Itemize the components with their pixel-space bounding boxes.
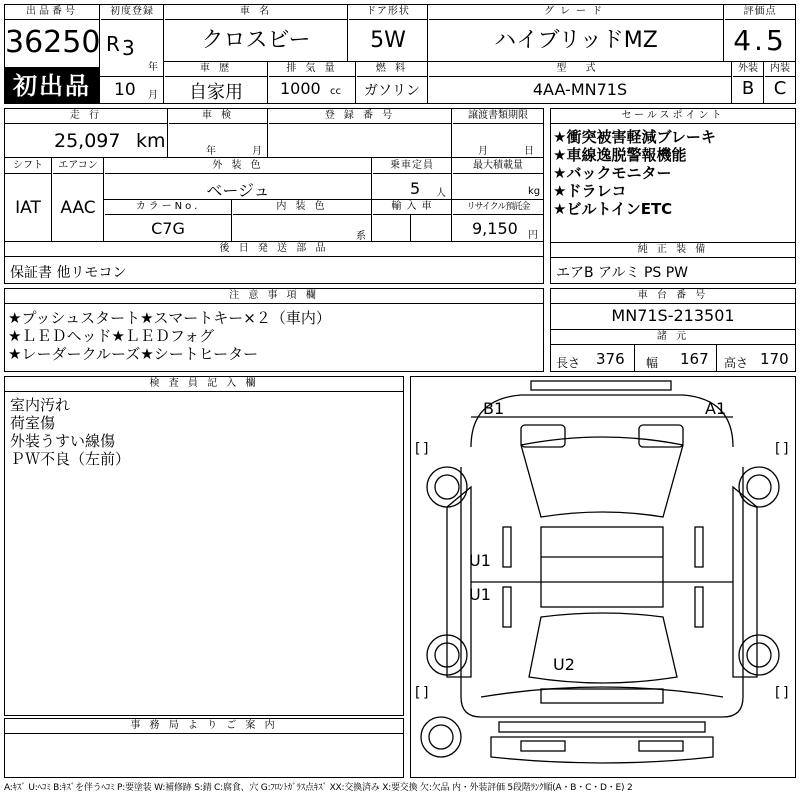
inspection-label: 車 検 xyxy=(169,109,267,124)
load-unit: kg xyxy=(528,186,541,197)
grade: ハイブリッドMZ xyxy=(494,28,658,53)
later-parts: 保証書 他リモコン xyxy=(10,265,127,281)
damage-mark-b1: B1 xyxy=(483,399,505,418)
office-label: 事 務 局 よ り ご 案 内 xyxy=(5,719,403,734)
load-label: 最大積載量 xyxy=(453,159,543,174)
int-grade: C xyxy=(773,78,787,99)
chassis-label: 車 台 番 号 xyxy=(551,289,795,304)
history: 自家用 xyxy=(189,82,243,103)
displacement: 1000 xyxy=(280,79,321,98)
sales-point-list xyxy=(553,128,716,218)
inspector-line: ＰＷ不良（左前） xyxy=(10,450,131,468)
reg-label: 初度登録 xyxy=(101,5,163,20)
ext-grade: B xyxy=(741,78,755,99)
note-line: ★レーダークルーズ★シートヒーター xyxy=(8,345,259,363)
sales-point-item: ★衝突被害軽減ブレーキ xyxy=(553,128,716,146)
sales-point-item: ★車線逸脱警報機能 xyxy=(553,146,687,164)
svg-text:]: ] xyxy=(783,441,789,457)
width: 167 xyxy=(680,350,709,368)
inspector-line: 荷室傷 xyxy=(10,414,56,432)
int-label: 内装 xyxy=(765,62,795,77)
chassis-number: MN71S-213501 xyxy=(611,306,735,325)
sales-point-label: セールスポイント xyxy=(551,109,795,124)
reg-era: R xyxy=(106,32,120,56)
mileage: 25,097 xyxy=(54,130,121,152)
height-label: 高さ xyxy=(724,356,749,370)
seats: 5 xyxy=(410,179,421,198)
int-color-suffix: 系 xyxy=(356,231,366,242)
inspection-month-unit: 月 xyxy=(252,146,262,157)
later-parts-label: 後 日 発 送 部 品 xyxy=(5,242,543,257)
first-listing-badge: 初出品 xyxy=(4,68,100,104)
fuel-label: 燃 料 xyxy=(357,62,427,77)
car-name: クロスビー xyxy=(201,28,311,53)
transfer-month-unit: 月 xyxy=(478,146,488,157)
ext-label: 外装 xyxy=(733,62,763,77)
legend-footer: A:ｷｽﾞ U:ﾍｺﾐ B:ｷｽﾞを伴うﾍｺﾐ P:要塗装 W:補修跡 S:錆 C:腐食、穴 G:ﾌﾛﾝﾄｶﾞﾗｽ点ｷｽﾞ XX:交換済み X:要交換 欠:欠品 内・外装評価 5段階ﾗﾝｸ順(A・B・C・D・E) 2 xyxy=(4,783,633,793)
svg-text:[: [ xyxy=(415,441,421,457)
fuel: ガソリン xyxy=(364,83,420,99)
lot-label: 出品番号 xyxy=(5,5,99,20)
recycle-unit: 円 xyxy=(528,230,538,241)
int-color-label: 内 装 色 xyxy=(233,200,371,215)
inspector-line: 外装うすい線傷 xyxy=(10,432,116,450)
ac: AAC xyxy=(60,198,96,218)
displacement-label: 排 気 量 xyxy=(269,62,355,77)
note-line: ★プッシュスタート★スマートキー×２（車内） xyxy=(8,309,331,327)
door-type: 5W xyxy=(370,28,406,53)
inspection-year-unit: 年 xyxy=(206,146,216,157)
transfer-day-unit: 日 xyxy=(524,146,534,157)
shift: IAT xyxy=(15,198,41,218)
width-label: 幅 xyxy=(646,356,659,370)
recycle-amount: 9,150 xyxy=(472,219,518,238)
grade-label: グレード xyxy=(429,5,723,20)
score: 4.5 xyxy=(733,24,787,57)
import-label: 輸 入 車 xyxy=(373,200,451,215)
note-line: ★ＬＥＤヘッド★ＬＥＤフォグ xyxy=(8,327,215,345)
reg-month: 10 xyxy=(114,80,136,100)
lot-number: 36250 xyxy=(5,25,101,60)
colorno-label: カラーNo. xyxy=(105,200,231,215)
svg-text:]: ] xyxy=(783,685,789,701)
recycle-label: リサイクル預託金 xyxy=(453,200,543,215)
reg-year: 3 xyxy=(122,36,135,60)
regno-label: 登 録 番 号 xyxy=(269,109,451,124)
length: 376 xyxy=(596,350,625,368)
genuine-equip: エアB アルミ PS PW xyxy=(556,265,689,281)
seats-label: 乗車定員 xyxy=(373,159,451,174)
km-unit: km xyxy=(136,130,166,152)
shift-label: シフト xyxy=(5,159,51,174)
mileage-label: 走 行 xyxy=(5,109,167,124)
reg-month-unit: 月 xyxy=(148,90,158,101)
svg-text:]: ] xyxy=(423,685,429,701)
sales-point-item: ★ビルトインETC xyxy=(553,200,673,218)
ext-color-label: 外 装 色 xyxy=(105,159,371,174)
transfer-label: 譲渡書類期限 xyxy=(453,109,543,124)
svg-text:]: ] xyxy=(423,441,429,457)
model-label: 型 式 xyxy=(429,62,731,77)
inspector-line: 室内汚れ xyxy=(10,396,71,414)
inspector-list xyxy=(10,396,130,468)
notes-label: 注 意 事 項 欄 xyxy=(5,289,543,304)
car-diagram xyxy=(410,376,796,778)
history-label: 車 歴 xyxy=(165,62,267,77)
door-label: ドア形状 xyxy=(349,5,427,20)
damage-mark-u1-rear: U1 xyxy=(469,585,491,604)
sales-point-item: ★ドラレコ xyxy=(553,182,627,200)
damage-mark-u2: U2 xyxy=(553,655,575,674)
height: 170 xyxy=(760,350,789,368)
damage-mark-u1-front: U1 xyxy=(469,551,491,570)
notes-list xyxy=(8,309,331,363)
svg-text:[: [ xyxy=(415,685,421,701)
inspector-label: 検 査 員 記 入 欄 xyxy=(5,377,403,392)
car-name-label: 車 名 xyxy=(165,5,347,20)
score-label: 評価点 xyxy=(725,5,795,20)
length-label: 長さ xyxy=(556,356,581,370)
svg-text:[: [ xyxy=(775,441,781,457)
sales-point-item: ★バックモニター xyxy=(553,164,672,182)
car-outline-svg xyxy=(411,377,795,777)
reg-year-unit: 年 xyxy=(148,62,158,73)
spec-label: 諸 元 xyxy=(551,330,795,345)
cc-unit: cc xyxy=(330,86,341,97)
model: 4AA-MN71S xyxy=(532,80,628,99)
svg-text:[: [ xyxy=(775,685,781,701)
ac-label: エアコン xyxy=(53,159,103,174)
ext-color: ベージュ xyxy=(206,181,270,200)
seats-unit: 人 xyxy=(436,188,446,199)
damage-mark-a1: A1 xyxy=(705,399,727,418)
colorno: C7G xyxy=(151,219,185,238)
genuine-equip-label: 純 正 装 備 xyxy=(551,243,795,258)
